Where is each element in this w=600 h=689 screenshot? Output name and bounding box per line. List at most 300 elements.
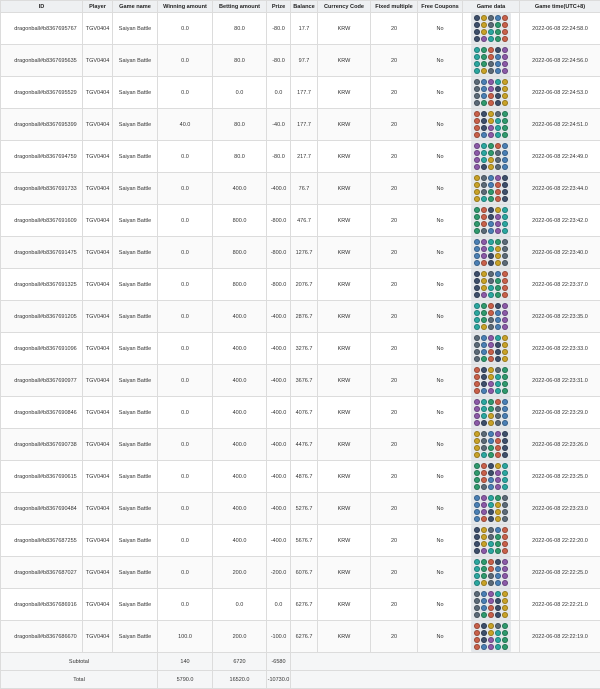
reel-symbol-icon	[495, 534, 501, 540]
reel-symbol-icon	[481, 125, 487, 131]
reel-symbol-icon	[481, 509, 487, 515]
cell-winning-amount: 0.0	[158, 237, 213, 269]
reel-symbol-icon	[495, 566, 501, 572]
cell-winning-amount: 40.0	[158, 109, 213, 141]
cell-betting-amount: 0.0	[213, 77, 267, 109]
cell-game-data[interactable]	[463, 589, 520, 621]
reel-symbol-icon	[474, 612, 480, 618]
reel-symbol-icon	[481, 605, 487, 611]
reel-symbol-icon	[502, 271, 508, 277]
reel-symbol-icon	[481, 399, 487, 405]
game-data-thumbnail[interactable]	[471, 237, 511, 268]
col-header-winning-amount[interactable]: Winning amount	[158, 1, 213, 13]
cell-balance: 4076.7	[291, 397, 318, 429]
cell-player: TGV0404	[83, 557, 113, 589]
table-row[interactable]	[1, 173, 600, 205]
cell-game-data[interactable]	[463, 269, 520, 301]
reel-symbol-icon	[488, 388, 494, 394]
reel-symbol-icon	[502, 598, 508, 604]
reel-symbol-icon	[481, 164, 487, 170]
reel-symbol-icon	[495, 207, 501, 213]
reel-symbol-icon	[495, 598, 501, 604]
col-header-betting-amount[interactable]: Betting amount	[213, 1, 267, 13]
reel-symbol-icon	[495, 388, 501, 394]
reel-symbol-icon	[502, 477, 508, 483]
cell-prize: -400.0	[267, 525, 291, 557]
reel-symbol-icon	[488, 605, 494, 611]
reel-symbol-icon	[481, 527, 487, 533]
reel-symbol-icon	[474, 548, 480, 554]
reel-symbol-icon	[502, 15, 508, 21]
reel-symbol-icon	[474, 438, 480, 444]
reel-symbol-icon	[495, 420, 501, 426]
cell-id: dragonball#b8367690738	[1, 429, 83, 461]
cell-currency-code: KRW	[318, 429, 371, 461]
reel-symbol-icon	[502, 221, 508, 227]
reel-symbol-icon	[495, 182, 501, 188]
total-betting-amount: 16520.0	[213, 671, 267, 689]
cell-player: TGV0404	[83, 621, 113, 653]
cell-fixed-multiple: 20	[371, 557, 418, 589]
cell-currency-code: KRW	[318, 173, 371, 205]
reel-symbol-icon	[488, 260, 494, 266]
reel-symbol-icon	[495, 484, 501, 490]
reel-symbol-icon	[488, 342, 494, 348]
reel-symbol-icon	[502, 438, 508, 444]
reel-symbol-icon	[481, 335, 487, 341]
cell-id: dragonball#b8367687255	[1, 525, 83, 557]
table-row[interactable]	[1, 141, 600, 173]
cell-game-time: 2022-06-08 22:23:37.0	[520, 269, 600, 301]
reel-symbol-icon	[502, 612, 508, 618]
cell-game-name: Saiyan Battle	[113, 109, 158, 141]
cell-id: dragonball#b8367691733	[1, 173, 83, 205]
reel-symbol-icon	[495, 303, 501, 309]
cell-game-name: Saiyan Battle	[113, 493, 158, 525]
reel-symbol-icon	[495, 29, 501, 35]
reel-symbol-icon	[488, 150, 494, 156]
cell-prize: -400.0	[267, 429, 291, 461]
cell-balance: 217.7	[291, 141, 318, 173]
cell-fixed-multiple: 20	[371, 173, 418, 205]
table-row[interactable]	[1, 237, 600, 269]
reel-symbol-icon	[474, 228, 480, 234]
col-header-prize[interactable]: Prize	[267, 1, 291, 13]
col-header-game-name[interactable]: Game name	[113, 1, 158, 13]
reel-symbol-icon	[502, 196, 508, 202]
cell-player: TGV0404	[83, 397, 113, 429]
cell-prize: -400.0	[267, 493, 291, 525]
cell-game-data[interactable]	[463, 525, 520, 557]
cell-currency-code: KRW	[318, 109, 371, 141]
cell-free-coupons: No	[418, 429, 463, 461]
reel-symbol-icon	[474, 68, 480, 74]
reel-symbol-icon	[502, 118, 508, 124]
reel-symbol-icon	[502, 367, 508, 373]
reel-symbol-icon	[488, 356, 494, 362]
game-data-thumbnail[interactable]	[471, 45, 511, 76]
reel-symbol-icon	[502, 228, 508, 234]
cell-prize: -400.0	[267, 397, 291, 429]
reel-symbol-icon	[474, 381, 480, 387]
reel-symbol-icon	[481, 260, 487, 266]
reel-symbol-icon	[474, 630, 480, 636]
reel-symbol-icon	[502, 175, 508, 181]
reel-symbol-icon	[502, 310, 508, 316]
game-data-thumbnail[interactable]	[471, 77, 511, 108]
cell-free-coupons: No	[418, 301, 463, 333]
game-data-thumbnail[interactable]	[471, 397, 511, 428]
table-row[interactable]	[1, 525, 600, 557]
table-row[interactable]	[1, 205, 600, 237]
reel-symbol-icon	[474, 253, 480, 259]
cell-id: dragonball#b8367690615	[1, 461, 83, 493]
cell-betting-amount: 800.0	[213, 269, 267, 301]
reel-symbol-icon	[502, 54, 508, 60]
reel-symbol-icon	[481, 612, 487, 618]
cell-betting-amount: 80.0	[213, 45, 267, 77]
reel-symbol-icon	[481, 271, 487, 277]
game-data-thumbnail[interactable]	[471, 621, 511, 652]
game-data-thumbnail[interactable]	[471, 173, 511, 204]
table-row[interactable]	[1, 397, 600, 429]
reel-symbol-icon	[481, 502, 487, 508]
reel-symbol-icon	[474, 143, 480, 149]
reel-symbol-icon	[502, 356, 508, 362]
reel-symbol-icon	[502, 292, 508, 298]
col-header-game-time[interactable]: Game time(UTC+8)	[520, 1, 600, 13]
reel-symbol-icon	[488, 189, 494, 195]
cell-game-data[interactable]	[463, 493, 520, 525]
reel-symbol-icon	[481, 68, 487, 74]
cell-game-data[interactable]	[463, 237, 520, 269]
cell-game-data[interactable]	[463, 461, 520, 493]
table-row[interactable]	[1, 45, 600, 77]
cell-game-name: Saiyan Battle	[113, 141, 158, 173]
cell-game-time: 2022-06-08 22:24:51.0	[520, 109, 600, 141]
cell-game-data[interactable]	[463, 365, 520, 397]
table-row[interactable]	[1, 461, 600, 493]
reel-symbol-icon	[495, 22, 501, 28]
reel-symbol-icon	[495, 516, 501, 522]
cell-game-data[interactable]	[463, 109, 520, 141]
reel-symbol-icon	[488, 623, 494, 629]
cell-player: TGV0404	[83, 429, 113, 461]
reel-symbol-icon	[488, 598, 494, 604]
table-row[interactable]	[1, 13, 600, 45]
reel-symbol-icon	[502, 36, 508, 42]
reel-symbol-icon	[488, 470, 494, 476]
reel-symbol-icon	[495, 470, 501, 476]
cell-free-coupons: No	[418, 77, 463, 109]
reel-symbol-icon	[474, 509, 480, 515]
reel-symbol-icon	[474, 118, 480, 124]
reel-symbol-icon	[488, 399, 494, 405]
reel-symbol-icon	[474, 573, 480, 579]
reel-symbol-icon	[502, 278, 508, 284]
cell-game-data[interactable]	[463, 13, 520, 45]
cell-balance: 3276.7	[291, 333, 318, 365]
cell-player: TGV0404	[83, 173, 113, 205]
cell-game-time: 2022-06-08 22:24:58.0	[520, 13, 600, 45]
reel-symbol-icon	[474, 175, 480, 181]
cell-winning-amount: 0.0	[158, 397, 213, 429]
reel-symbol-icon	[488, 349, 494, 355]
cell-balance: 177.7	[291, 77, 318, 109]
table-row[interactable]	[1, 365, 600, 397]
cell-prize: 0.0	[267, 589, 291, 621]
game-data-thumbnail[interactable]	[471, 493, 511, 524]
cell-free-coupons: No	[418, 269, 463, 301]
cell-winning-amount: 0.0	[158, 493, 213, 525]
reel-symbol-icon	[474, 260, 480, 266]
game-data-thumbnail[interactable]	[471, 333, 511, 364]
game-data-thumbnail[interactable]	[471, 109, 511, 140]
reel-symbol-icon	[474, 111, 480, 117]
reel-symbol-icon	[488, 495, 494, 501]
reel-symbol-icon	[502, 566, 508, 572]
reel-symbol-icon	[495, 623, 501, 629]
cell-game-name: Saiyan Battle	[113, 557, 158, 589]
cell-game-data[interactable]	[463, 205, 520, 237]
cell-game-name: Saiyan Battle	[113, 301, 158, 333]
reel-symbol-icon	[481, 541, 487, 547]
table-body	[1, 13, 600, 653]
reel-symbol-icon	[502, 214, 508, 220]
reel-symbol-icon	[495, 271, 501, 277]
cell-prize: 0.0	[267, 77, 291, 109]
reel-symbol-icon	[481, 573, 487, 579]
table-row[interactable]	[1, 493, 600, 525]
reel-symbol-icon	[488, 118, 494, 124]
cell-prize: -80.0	[267, 13, 291, 45]
cell-player: TGV0404	[83, 13, 113, 45]
reel-symbol-icon	[488, 228, 494, 234]
reel-symbol-icon	[495, 86, 501, 92]
game-data-thumbnail[interactable]	[471, 13, 511, 44]
cell-betting-amount: 400.0	[213, 397, 267, 429]
reel-symbol-icon	[481, 534, 487, 540]
reel-symbol-icon	[488, 303, 494, 309]
reel-symbol-icon	[481, 644, 487, 650]
reel-symbol-icon	[502, 452, 508, 458]
reel-symbol-icon	[495, 477, 501, 483]
cell-game-data[interactable]	[463, 557, 520, 589]
reel-symbol-icon	[481, 342, 487, 348]
cell-betting-amount: 400.0	[213, 365, 267, 397]
cell-currency-code: KRW	[318, 237, 371, 269]
reel-symbol-icon	[495, 349, 501, 355]
reel-symbol-icon	[481, 324, 487, 330]
reel-symbol-icon	[495, 164, 501, 170]
table-row[interactable]	[1, 269, 600, 301]
reel-symbol-icon	[495, 79, 501, 85]
reel-symbol-icon	[474, 86, 480, 92]
cell-game-data[interactable]	[463, 141, 520, 173]
reel-symbol-icon	[481, 463, 487, 469]
reel-symbol-icon	[488, 534, 494, 540]
cell-game-data[interactable]	[463, 429, 520, 461]
subtotal-label: Subtotal	[1, 653, 158, 671]
cell-balance: 97.7	[291, 45, 318, 77]
table-row[interactable]	[1, 621, 600, 653]
reel-symbol-icon	[481, 239, 487, 245]
cell-id: dragonball#b8367695529	[1, 77, 83, 109]
reel-symbol-icon	[474, 420, 480, 426]
cell-betting-amount: 400.0	[213, 333, 267, 365]
cell-fixed-multiple: 20	[371, 205, 418, 237]
cell-free-coupons: No	[418, 461, 463, 493]
table-row[interactable]	[1, 557, 600, 589]
cell-winning-amount: 0.0	[158, 333, 213, 365]
table-row[interactable]	[1, 301, 600, 333]
cell-free-coupons: No	[418, 141, 463, 173]
cell-winning-amount: 0.0	[158, 429, 213, 461]
reel-symbol-icon	[474, 495, 480, 501]
reel-symbol-icon	[481, 214, 487, 220]
reel-symbol-icon	[502, 388, 508, 394]
cell-prize: -400.0	[267, 173, 291, 205]
reel-symbol-icon	[474, 516, 480, 522]
cell-balance: 6276.7	[291, 621, 318, 653]
cell-game-data[interactable]	[463, 45, 520, 77]
col-header-balance[interactable]: Balance	[291, 1, 318, 13]
game-data-thumbnail[interactable]	[471, 461, 511, 492]
reel-symbol-icon	[495, 509, 501, 515]
cell-free-coupons: No	[418, 621, 463, 653]
cell-id: dragonball#b8367691475	[1, 237, 83, 269]
reel-symbol-icon	[474, 164, 480, 170]
cell-game-data[interactable]	[463, 333, 520, 365]
cell-player: TGV0404	[83, 365, 113, 397]
cell-fixed-multiple: 20	[371, 237, 418, 269]
reel-symbol-icon	[495, 612, 501, 618]
game-data-thumbnail[interactable]	[471, 525, 511, 556]
reel-symbol-icon	[502, 637, 508, 643]
table-row[interactable]	[1, 77, 600, 109]
game-data-thumbnail[interactable]	[471, 269, 511, 300]
col-header-player[interactable]: Player	[83, 1, 113, 13]
cell-winning-amount: 0.0	[158, 557, 213, 589]
cell-currency-code: KRW	[318, 589, 371, 621]
reel-symbol-icon	[495, 132, 501, 138]
reel-symbol-icon	[488, 541, 494, 547]
cell-betting-amount: 200.0	[213, 557, 267, 589]
cell-id: dragonball#b8367695399	[1, 109, 83, 141]
cell-game-data[interactable]	[463, 301, 520, 333]
col-header-id[interactable]: ID	[1, 1, 83, 13]
table-row[interactable]	[1, 589, 600, 621]
cell-betting-amount: 400.0	[213, 525, 267, 557]
reel-symbol-icon	[502, 431, 508, 437]
table-row[interactable]	[1, 429, 600, 461]
cell-game-data[interactable]	[463, 397, 520, 429]
reel-symbol-icon	[495, 239, 501, 245]
table-row[interactable]	[1, 109, 600, 141]
cell-currency-code: KRW	[318, 301, 371, 333]
cell-game-data[interactable]	[463, 77, 520, 109]
table-row[interactable]	[1, 333, 600, 365]
reel-symbol-icon	[488, 175, 494, 181]
reel-symbol-icon	[474, 605, 480, 611]
col-header-free-coupons[interactable]: Free Coupons	[418, 1, 463, 13]
reel-symbol-icon	[481, 15, 487, 21]
reel-symbol-icon	[502, 246, 508, 252]
reel-symbol-icon	[474, 406, 480, 412]
reel-symbol-icon	[474, 388, 480, 394]
reel-symbol-icon	[495, 68, 501, 74]
reel-symbol-icon	[488, 253, 494, 259]
game-data-thumbnail[interactable]	[471, 205, 511, 236]
reel-symbol-icon	[474, 541, 480, 547]
cell-balance: 6276.7	[291, 589, 318, 621]
reel-symbol-icon	[488, 527, 494, 533]
cell-fixed-multiple: 20	[371, 269, 418, 301]
reel-symbol-icon	[502, 534, 508, 540]
cell-id: dragonball#b8367691325	[1, 269, 83, 301]
total-winning-amount: 5790.0	[158, 671, 213, 689]
cell-prize: -80.0	[267, 141, 291, 173]
cell-fixed-multiple: 20	[371, 45, 418, 77]
reel-symbol-icon	[495, 644, 501, 650]
reel-symbol-icon	[481, 420, 487, 426]
cell-game-data[interactable]	[463, 621, 520, 653]
reel-symbol-icon	[495, 125, 501, 131]
reel-symbol-icon	[474, 470, 480, 476]
reel-symbol-icon	[474, 196, 480, 202]
cell-free-coupons: No	[418, 397, 463, 429]
reel-symbol-icon	[502, 68, 508, 74]
reel-symbol-icon	[495, 310, 501, 316]
cell-id: dragonball#b8367695635	[1, 45, 83, 77]
reel-symbol-icon	[474, 22, 480, 28]
reel-symbol-icon	[502, 644, 508, 650]
reel-symbol-icon	[481, 381, 487, 387]
reel-symbol-icon	[481, 438, 487, 444]
col-header-game-data[interactable]: Game data	[463, 1, 520, 13]
reel-symbol-icon	[488, 111, 494, 117]
reel-symbol-icon	[474, 317, 480, 323]
cell-balance: 5676.7	[291, 525, 318, 557]
col-header-currency-code[interactable]: Currency Code	[318, 1, 371, 13]
reel-symbol-icon	[495, 559, 501, 565]
reel-symbol-icon	[502, 260, 508, 266]
game-data-thumbnail[interactable]	[471, 589, 511, 620]
reel-symbol-icon	[502, 463, 508, 469]
reel-symbol-icon	[481, 374, 487, 380]
cell-free-coupons: No	[418, 557, 463, 589]
game-data-thumbnail[interactable]	[471, 365, 511, 396]
cell-game-time: 2022-06-08 22:24:56.0	[520, 45, 600, 77]
reel-symbol-icon	[495, 573, 501, 579]
cell-free-coupons: No	[418, 45, 463, 77]
game-data-thumbnail[interactable]	[471, 429, 511, 460]
col-header-fixed-multiple[interactable]: Fixed multiple	[371, 1, 418, 13]
cell-currency-code: KRW	[318, 205, 371, 237]
game-data-thumbnail[interactable]	[471, 557, 511, 588]
game-data-thumbnail[interactable]	[471, 141, 511, 172]
reel-symbol-icon	[474, 271, 480, 277]
reel-symbol-icon	[495, 253, 501, 259]
cell-game-data[interactable]	[463, 173, 520, 205]
reel-symbol-icon	[495, 196, 501, 202]
reel-symbol-icon	[488, 285, 494, 291]
game-data-thumbnail[interactable]	[471, 301, 511, 332]
reel-symbol-icon	[481, 228, 487, 234]
reel-symbol-icon	[488, 502, 494, 508]
reel-symbol-icon	[495, 228, 501, 234]
reel-symbol-icon	[502, 239, 508, 245]
